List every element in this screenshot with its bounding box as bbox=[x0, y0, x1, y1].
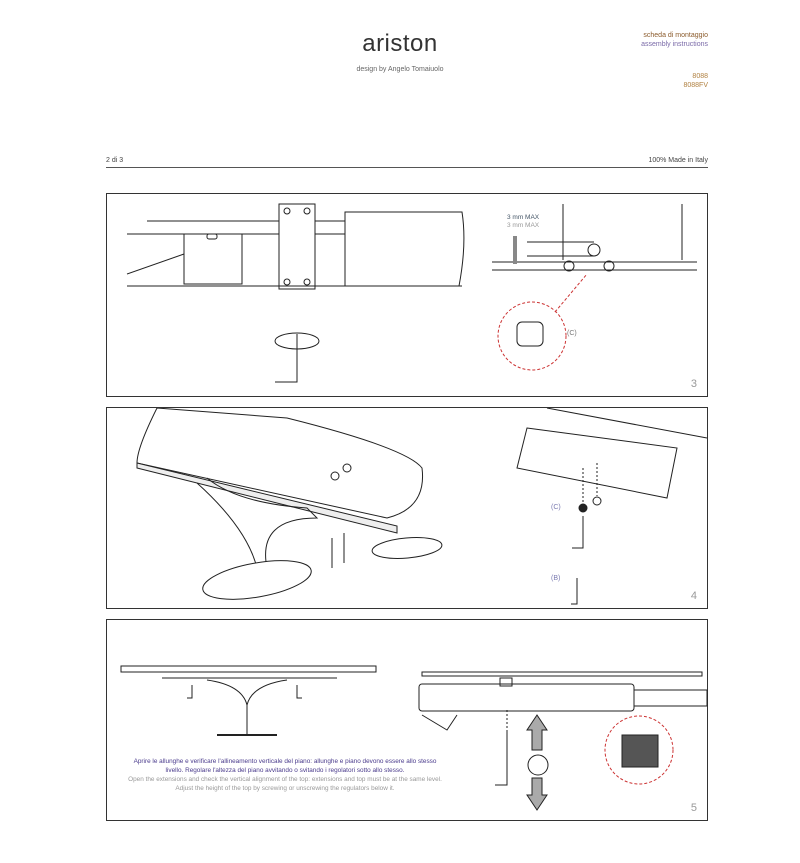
step-number: 3 bbox=[690, 378, 697, 390]
max-label-en: 3 mm MAX bbox=[507, 222, 540, 229]
step-3-panel bbox=[106, 193, 708, 397]
step-number: 4 bbox=[690, 590, 697, 602]
product-codes bbox=[683, 72, 708, 90]
product-code: 8088FV bbox=[683, 82, 708, 89]
header-divider bbox=[106, 167, 708, 168]
instructions-italian: Aprire le allunghe e verificare l'allineamento verticale del piano: allunghe e piano devono essere allo stesso livello. Regolare l'altezza del piano avvitando o svitando i regolatori sotto allo stesso. bbox=[133, 758, 437, 774]
max-label-it: 3 mm MAX bbox=[507, 214, 540, 221]
part-b-label: (B) bbox=[551, 575, 561, 582]
step-number: 5 bbox=[690, 802, 697, 814]
instructions-english: Open the extensions and check the vertical alignment of the top: extensions and top must be at the same level. Adjust the height of the top by screwing or unscrewing the regulators below it. bbox=[128, 776, 442, 792]
part-c-label: (C) bbox=[551, 504, 561, 511]
product-code: 8088 bbox=[692, 73, 708, 80]
step-5-instructions bbox=[125, 757, 445, 793]
designer-credit: design by Angelo Tomaiuolo bbox=[356, 66, 444, 73]
doc-type-en: assembly instructions bbox=[641, 41, 708, 48]
page-number: 2 di 3 bbox=[106, 157, 124, 164]
brand-title: ariston bbox=[362, 30, 438, 57]
doc-type bbox=[641, 31, 708, 49]
step-4-panel bbox=[106, 407, 708, 609]
doc-type-it: scheda di montaggio bbox=[643, 32, 708, 39]
part-c-label: (C) bbox=[567, 330, 577, 337]
max-gap-label bbox=[507, 214, 539, 230]
step-4-illustration bbox=[107, 408, 709, 610]
made-in-italy: 100% Made in Italy bbox=[648, 157, 708, 164]
step-3-illustration bbox=[107, 194, 709, 398]
